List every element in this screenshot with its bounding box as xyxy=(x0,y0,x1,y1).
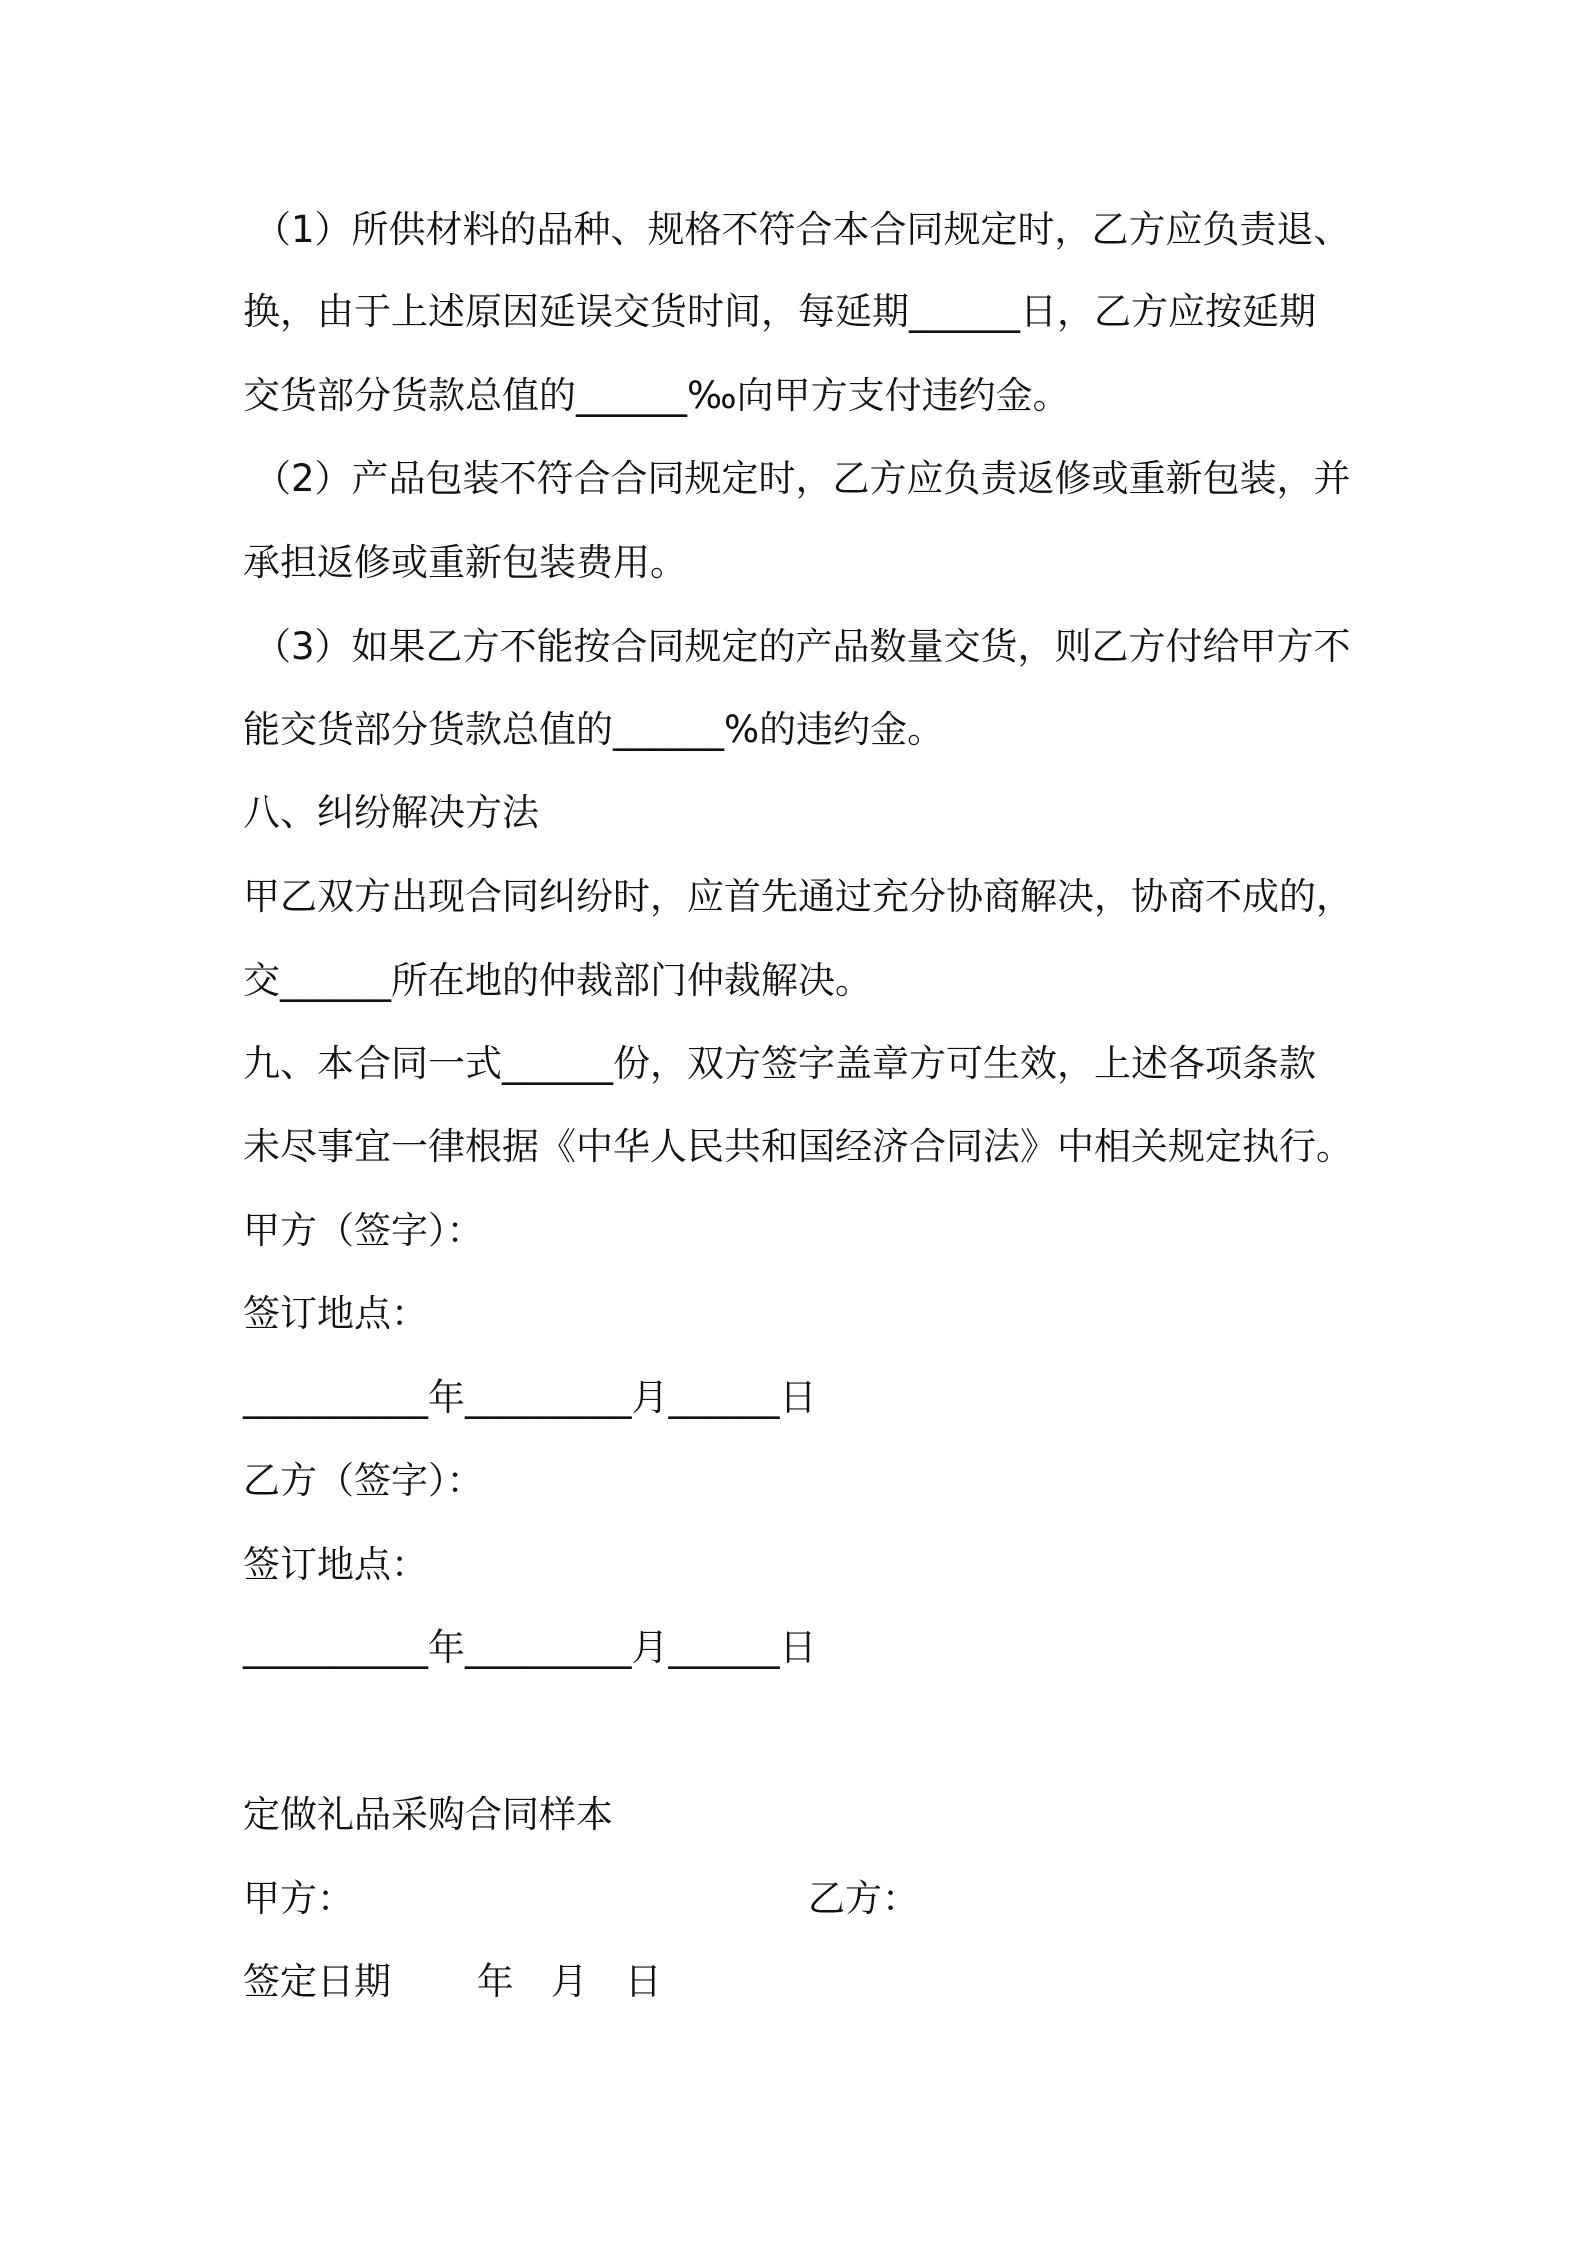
party-a-signing-place: 签订地点： xyxy=(243,1292,428,1335)
clause-7-item-2-line-2: 承担返修或重新包装费用。 xyxy=(243,541,687,584)
next-document-party-a: 甲方： xyxy=(243,1877,354,1920)
clause-8-line-2: 交______所在地的仲裁部门仲裁解决。 xyxy=(243,959,872,1002)
party-b-signing-place: 签订地点： xyxy=(243,1543,428,1586)
clause-8-line-1: 甲乙双方出现合同纠纷时，应首先通过充分协商解决，协商不成的， xyxy=(243,875,1353,918)
clause-7-item-3-line-1: （3）如果乙方不能按合同规定的产品数量交货，则乙方付给甲方不 xyxy=(254,625,1351,668)
clause-7-item-1-line-2: 换，由于上述原因延误交货时间，每延期______日，乙方应按延期 xyxy=(243,290,1316,333)
clause-7-item-1-line-1: （1）所供材料的品种、规格不符合本合同规定时，乙方应负责退、 xyxy=(254,208,1351,251)
clause-9-line-1: 九、本合同一式______份，双方签字盖章方可生效，上述各项条款 xyxy=(243,1042,1316,1085)
clause-8-heading: 八、纠纷解决方法 xyxy=(243,791,539,834)
clause-7-item-1-line-3: 交货部分货款总值的______‰向甲方支付违约金。 xyxy=(243,374,1070,417)
party-b-date: __________年_________月______日 xyxy=(243,1626,817,1669)
party-b-signature: 乙方（签字）： xyxy=(243,1459,484,1502)
next-document-party-b: 乙方： xyxy=(808,1877,919,1920)
party-a-signature: 甲方（签字）： xyxy=(243,1209,484,1252)
clause-7-item-2-line-1: （2）产品包装不符合合同规定时，乙方应负责返修或重新包装，并 xyxy=(254,457,1351,500)
next-document-date-line: 签定日期 年 月 日 xyxy=(243,1960,662,2003)
next-document-title: 定做礼品采购合同样本 xyxy=(243,1793,613,1836)
party-a-date: __________年_________月______日 xyxy=(243,1376,817,1419)
clause-7-item-3-line-2: 能交货部分货款总值的______%的违约金。 xyxy=(243,708,945,751)
clause-9-line-2: 未尽事宜一律根据《中华人民共和国经济合同法》中相关规定执行。 xyxy=(243,1125,1353,1168)
